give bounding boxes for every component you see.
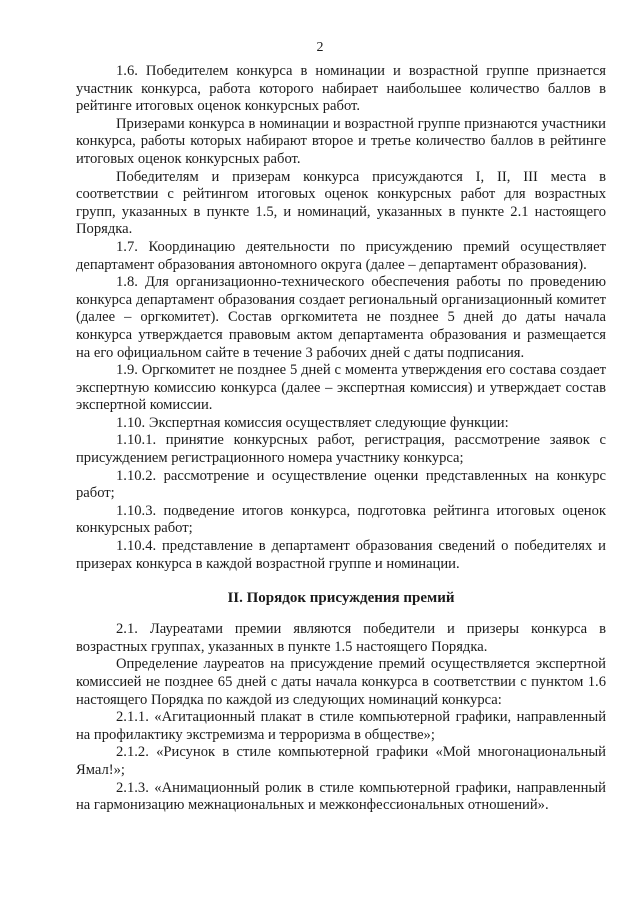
- paragraph-2-1: 2.1. Лауреатами премии являются победители и призеры конкурса в возрастных группах, указанных в пункте 1.5 настоящего Порядка.: [76, 621, 606, 655]
- paragraph-laureates-determination: Определение лауреатов на присуждение премий осуществляется экспертной комиссией не позднее 65 дней с даты начала конкурса в соответствии с пунктом 1.6 настоящего Порядка по каждой из следующих номинаций конкурса:: [76, 656, 606, 708]
- paragraph-1-10: 1.10. Экспертная комиссия осуществляет следующие функции:: [116, 414, 509, 431]
- paragraph-1-8: 1.8. Для организационно-технического обеспечения работы по проведению конкурса департамент образования создает региональный организационный комитет (далее – оргкомитет). Состав оргкомитета не позднее 5 дней до даты начала конкурса утверждается правовым актом департамента образования и размещается на его официальном сайте в течение 3 рабочих дней с даты подписания.: [76, 274, 606, 361]
- document-body: [76, 63, 606, 815]
- paragraph-2-1-1: 2.1.1. «Агитационный плакат в стиле компьютерной графики, направленный на профилактику экстремизма и терроризма в обществе»;: [76, 709, 606, 743]
- paragraph-prizewinners: Призерами конкурса в номинации и возрастной группе признаются участники конкурса, работы которых набирают второе и третье количество баллов в рейтинге итоговых оценок конкурсных работ.: [76, 115, 606, 167]
- paragraph-2-1-3: 2.1.3. «Анимационный ролик в стиле компьютерной графики, направленный на гармонизацию межнациональных и межконфессиональных отношений».: [76, 779, 606, 814]
- section-heading: II. Порядок присуждения премий: [227, 590, 455, 607]
- paragraph-1-10-2: 1.10.2. рассмотрение и осуществление оценки представленных на конкурс работ;: [76, 467, 606, 502]
- paragraph-2-1-2: 2.1.2. «Рисунок в стиле компьютерной графики «Мой многонациональный Ямал!»;: [76, 744, 606, 778]
- paragraph-1-10-4: 1.10.4. представление в департамент образования сведений о победителях и призерах конкурса в каждой возрастной группе и номинации.: [76, 538, 606, 572]
- paragraph-1-7: 1.7. Координацию деятельности по присуждению премий осуществляет департамент образования автономного округа (далее – департамент образования).: [76, 238, 606, 273]
- paragraph-1-6: 1.6. Победителем конкурса в номинации и возрастной группе признается участник конкурса, работа которого набирает наибольшее количество баллов в рейтинге итоговых оценок конкурсных работ.: [76, 63, 606, 115]
- page-number: 2: [316, 40, 324, 55]
- paragraph-1-9: 1.9. Оргкомитет не позднее 5 дней с момента утверждения его состава создает экспертную комиссию конкурса (далее – экспертная комиссия) и утверждает состав экспертной комиссии.: [76, 362, 606, 414]
- paragraph-places: Победителям и призерам конкурса присуждаются I, II, III места в соответствии с рейтингом итоговых оценок конкурсных работ для возрастных групп, указанных в пункте 1.5, и номинаций, указанных в пункте 2.1 настоящего Порядка.: [76, 168, 606, 238]
- paragraph-1-10-3: 1.10.3. подведение итогов конкурса, подготовка рейтинга итоговых оценок конкурсных работ;: [76, 502, 606, 537]
- paragraph-1-10-1: 1.10.1. принятие конкурсных работ, регистрация, рассмотрение заявок с присуждением регистрационного номера участнику конкурса;: [76, 432, 606, 467]
